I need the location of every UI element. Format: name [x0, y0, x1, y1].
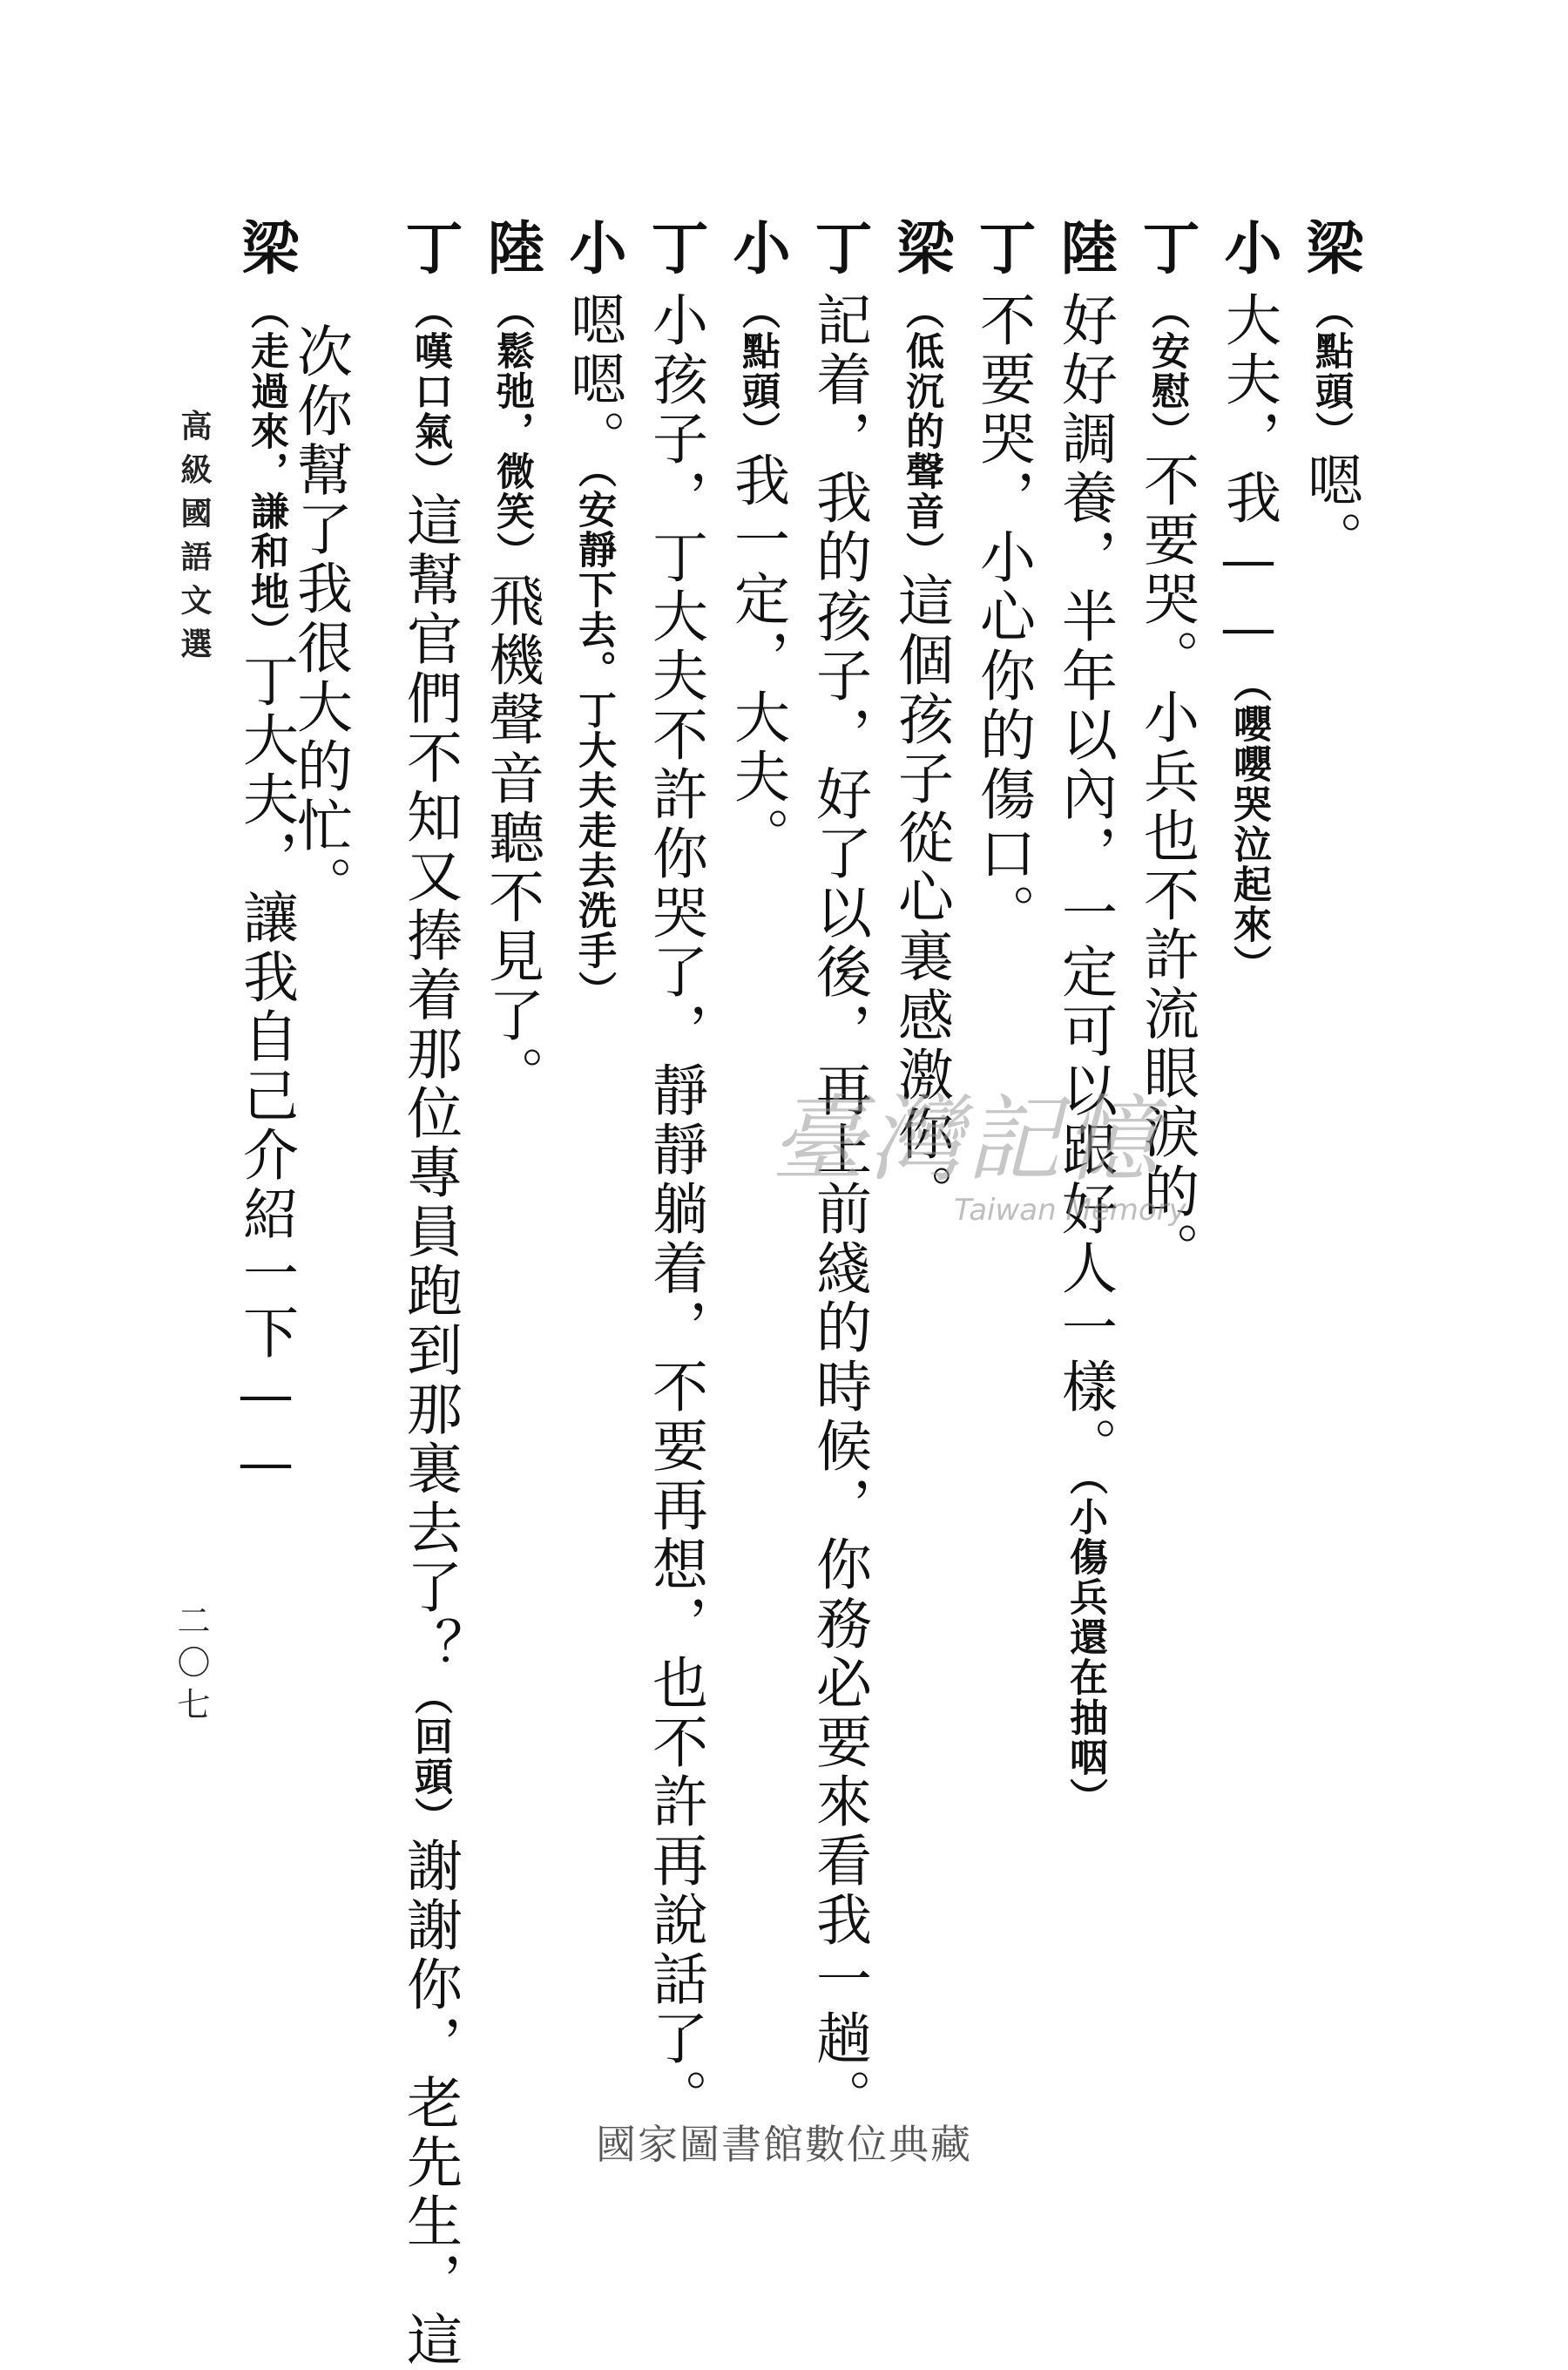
stage-direction: （安慰）	[1145, 291, 1189, 451]
dialogue-text: 小孩子，丁大夫不許你哭了，靜靜躺着，不要再想，也不許再說話了。	[643, 291, 707, 2128]
speaker-label: 丁	[641, 218, 709, 291]
running-head: 高級國語文選	[176, 410, 213, 671]
stage-direction: （小傷兵還在抽咽）	[1063, 1476, 1107, 1818]
dialogue-continuation: 次你幫了我很大的忙。	[287, 322, 352, 915]
stage-direction: （鬆弛，微笑）	[490, 291, 534, 572]
footer-text: 國家圖書館數位典藏	[596, 2121, 972, 2168]
speaker-label: 小	[1214, 218, 1282, 291]
speaker-label: 小	[723, 218, 791, 291]
dialogue-text: 謝謝你，老先生，這	[397, 1837, 462, 2370]
stage-direction: （嘆口氣）	[408, 291, 452, 491]
dialogue-text: 好好調養，半年以內，一定可以跟好人一樣。	[1052, 291, 1117, 1476]
dialogue-line	[367, 218, 471, 2370]
dialogue-text: 丁大夫，讓我自己介紹一下——	[233, 652, 298, 1499]
stage-direction: （走過來，謙和地）	[244, 291, 288, 652]
dialogue-text: 不要哭，小心你的傷口。	[970, 291, 1035, 943]
stage-direction: （點頭）	[735, 291, 780, 451]
page-number: 二〇七	[172, 1603, 210, 1729]
speaker-label: 小	[559, 218, 627, 291]
watermark-english: Taiwan Memory	[954, 1193, 1186, 1228]
stage-direction: （回頭）	[408, 1676, 452, 1837]
dialogue-text: 嗯。	[1298, 451, 1362, 570]
dialogue-text: 這個孩子從心裏感激你。	[889, 572, 953, 1223]
stage-direction: （低沉的聲音）	[899, 291, 943, 572]
stage-direction: （嚶嚶哭泣起來）	[1227, 664, 1271, 985]
speaker-label: 丁	[805, 218, 873, 291]
speaker-label: 梁	[887, 218, 955, 291]
speaker-label: 梁	[1296, 218, 1364, 291]
dialogue-text: 記着，我的孩子，好了以後，再上前綫的時候，你務必要來看我一趟。	[807, 291, 871, 2128]
speaker-label: 丁	[969, 218, 1037, 291]
speaker-label: 陸	[1051, 218, 1119, 291]
watermark-chinese: 臺灣記憶	[771, 1086, 1162, 1195]
watermark	[771, 1086, 1259, 1250]
speaker-label: 丁	[1132, 218, 1200, 291]
dialogue-line	[203, 218, 308, 1499]
dialogue-text: 我一定，大夫。	[725, 451, 789, 866]
dialogue-text: 大夫，我——	[1216, 291, 1281, 664]
stage-direction: （安靜下去。丁大夫走去洗手）	[571, 469, 616, 1011]
stage-direction: （點頭）	[1308, 291, 1353, 451]
dialogue-text: 嗯嗯。	[561, 291, 625, 469]
dialogue-text: 不要哭。小兵也不許流眼淚的。	[1134, 451, 1199, 1281]
speaker-label: 陸	[477, 218, 545, 291]
dialogue-text: 這幫官們不知又捧着那位專員跑到那裏去了？	[397, 491, 462, 1676]
speaker-label: 丁	[395, 218, 463, 291]
dialogue-text: 飛機聲音聽不見了。	[479, 572, 544, 1105]
speaker-label: 梁	[232, 218, 300, 291]
